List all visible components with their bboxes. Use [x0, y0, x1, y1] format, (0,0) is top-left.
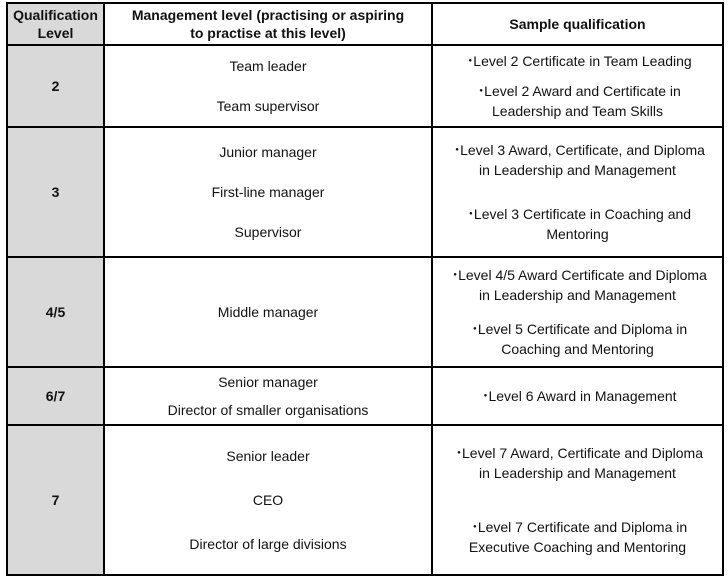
bullet-glyph: ・ — [448, 267, 463, 283]
management-item: Supervisor — [234, 224, 302, 240]
management-item: Middle manager — [217, 304, 319, 320]
bullet-glyph: ・ — [463, 206, 478, 222]
bullet-glyph: ・ — [450, 142, 465, 158]
sample-qualification-item: ・Level 2 Award and Certificate in Leadership and Team Skills — [474, 83, 681, 119]
level-cell: 7 — [7, 425, 104, 575]
sample-qualification-item: ・Level 3 Award, Certificate, and Diploma in Leadership and Management — [450, 142, 705, 178]
bullet-glyph: ・ — [452, 445, 466, 461]
qualification-table-wrapper — [6, 2, 724, 576]
table-row — [7, 257, 723, 367]
sample-cell — [432, 45, 723, 127]
level-cell: 3 — [7, 127, 104, 257]
sample-qualification-item: ・Level 2 Certificate in Team Leading — [463, 53, 692, 69]
management-item: Director of smaller organisations — [167, 402, 369, 418]
level-cell: 2 — [7, 45, 104, 127]
management-cell — [104, 257, 432, 367]
management-cell — [104, 367, 432, 425]
table-row — [7, 367, 723, 425]
bullet-glyph: ・ — [463, 53, 478, 69]
header-qualification-level — [7, 3, 104, 45]
qualification-table — [6, 2, 724, 576]
sample-cell — [432, 257, 723, 367]
table-row — [7, 127, 723, 257]
management-item: First-line manager — [211, 184, 325, 200]
management-item: Team leader — [229, 58, 307, 74]
bullet-glyph: ・ — [474, 83, 489, 99]
management-cell — [104, 45, 432, 127]
management-item: CEO — [252, 492, 284, 508]
management-cell — [104, 127, 432, 257]
management-item: Senior leader — [226, 448, 310, 464]
sample-cell — [432, 425, 723, 575]
bullet-glyph: ・ — [478, 388, 493, 404]
management-item: Team supervisor — [216, 98, 320, 114]
header-level-line2: Level — [37, 25, 74, 41]
sample-qualification-item: ・Level 6 Award in Management — [478, 388, 677, 404]
sample-qualification-item: ・Level 7 Certificate and Diploma in Executive Coaching and Mentoring — [467, 519, 688, 555]
header-management-level — [104, 3, 432, 45]
sample-cell — [432, 127, 723, 257]
header-management-line2: to practise at this level) — [190, 25, 346, 41]
header-sample-qualification: Sample qualification — [432, 3, 723, 45]
sample-qualification-item: ・Level 7 Award, Certificate and Diploma in Leadership and Management — [452, 445, 703, 481]
header-row — [7, 3, 723, 45]
management-item: Director of large divisions — [189, 536, 347, 552]
management-item: Senior manager — [218, 374, 318, 390]
table-row — [7, 425, 723, 575]
management-cell — [104, 425, 432, 575]
level-cell: 4/5 — [7, 257, 104, 367]
bullet-glyph: ・ — [467, 519, 482, 535]
table-row — [7, 45, 723, 127]
sample-cell — [432, 367, 723, 425]
header-management-line1: Management level (practising or aspiring — [131, 7, 405, 23]
sample-qualification-item: ・Level 4/5 Award Certificate and Diploma in Leadership and Management — [448, 267, 707, 303]
sample-qualification-item: ・Level 3 Certificate in Coaching and Mentoring — [463, 206, 692, 242]
level-cell: 6/7 — [7, 367, 104, 425]
management-item: Junior manager — [219, 144, 317, 160]
sample-qualification-item: ・Level 5 Certificate and Diploma in Coaching and Mentoring — [467, 321, 688, 357]
header-level-line1: Qualification — [13, 7, 98, 23]
bullet-glyph: ・ — [467, 321, 482, 337]
